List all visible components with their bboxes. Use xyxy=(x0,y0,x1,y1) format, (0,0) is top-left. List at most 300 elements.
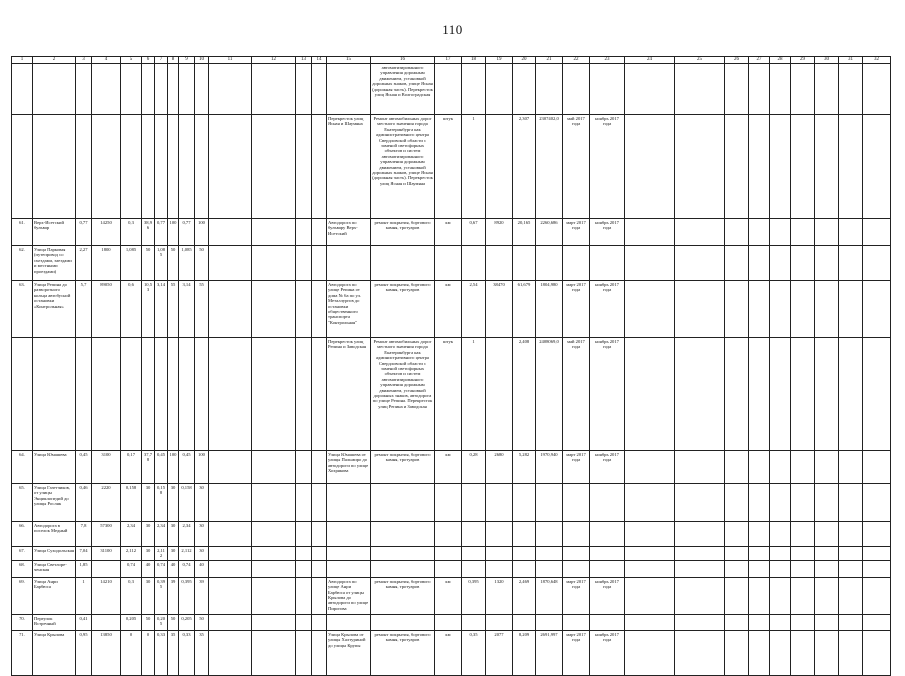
table-cell xyxy=(675,64,725,115)
table-cell xyxy=(815,338,839,451)
unit-cell xyxy=(435,547,462,561)
unit-cell: штук xyxy=(435,338,462,451)
table-cell: 13850 xyxy=(92,630,121,675)
table-cell xyxy=(76,115,92,219)
table-cell: 100 xyxy=(168,451,179,484)
table-cell xyxy=(725,614,749,630)
row-number-cell: 65. xyxy=(12,484,33,522)
table-cell xyxy=(749,64,770,115)
end-date-cell xyxy=(590,246,625,281)
table-cell xyxy=(486,522,513,547)
table-cell xyxy=(209,522,252,547)
table-cell xyxy=(625,451,675,484)
table-cell xyxy=(675,115,725,219)
table-cell xyxy=(625,630,675,675)
road-name-cell xyxy=(33,64,76,115)
table-cell xyxy=(770,547,791,561)
table-cell xyxy=(92,338,121,451)
table-cell: 30 xyxy=(195,547,209,561)
table-cell xyxy=(312,64,327,115)
table-cell xyxy=(725,451,749,484)
road-repair-register-table xyxy=(11,56,891,676)
table-cell: 40 xyxy=(195,560,209,577)
table-cell xyxy=(513,246,536,281)
table-cell xyxy=(863,484,891,522)
table-cell xyxy=(863,614,891,630)
table-cell xyxy=(312,281,327,338)
table-cell xyxy=(725,281,749,338)
column-number-cell: 28 xyxy=(770,57,791,64)
start-date-cell: март 2017 года xyxy=(563,451,590,484)
table-cell xyxy=(312,338,327,451)
start-date-cell xyxy=(563,64,590,115)
table-cell xyxy=(296,338,312,451)
table-cell: 30 xyxy=(168,484,179,522)
table-cell xyxy=(168,64,179,115)
column-number-cell: 13 xyxy=(296,57,312,64)
table-cell xyxy=(725,64,749,115)
table-cell xyxy=(513,64,536,115)
table-cell xyxy=(296,64,312,115)
table-cell xyxy=(92,64,121,115)
table-cell xyxy=(252,577,296,614)
row-number-cell: 66. xyxy=(12,522,33,547)
table-cell: 0,74 xyxy=(179,560,195,577)
table-cell xyxy=(155,64,168,115)
column-number-cell: 12 xyxy=(252,57,296,64)
table-row xyxy=(12,547,891,561)
table-cell xyxy=(791,614,815,630)
table-cell xyxy=(486,115,513,219)
table-cell: 30 xyxy=(168,547,179,561)
table-cell xyxy=(675,219,725,246)
table-cell xyxy=(749,484,770,522)
table-cell: 30 xyxy=(142,522,155,547)
table-cell xyxy=(770,246,791,281)
road-name-cell: Улица Юмашева xyxy=(33,451,76,484)
table-cell xyxy=(625,547,675,561)
table-cell xyxy=(486,64,513,115)
table-cell xyxy=(791,451,815,484)
table-cell: 1870,648 xyxy=(536,577,563,614)
table-cell: 1,85 xyxy=(76,560,92,577)
column-number-cell: 10 xyxy=(195,57,209,64)
unit-cell xyxy=(435,64,462,115)
table-cell xyxy=(179,64,195,115)
table-cell xyxy=(625,115,675,219)
table-cell xyxy=(296,451,312,484)
table-cell xyxy=(536,560,563,577)
row-number-cell: 68. xyxy=(12,560,33,577)
column-number-cell: 14 xyxy=(312,57,327,64)
table-cell: 0 xyxy=(142,630,155,675)
road-name-cell xyxy=(33,338,76,451)
table-cell xyxy=(791,246,815,281)
table-cell xyxy=(770,219,791,246)
unit-cell xyxy=(435,484,462,522)
table-cell xyxy=(92,560,121,577)
table-cell xyxy=(462,484,486,522)
section-name-cell: Автодорога по бульвару Верх-Исетский xyxy=(327,219,371,246)
table-cell: 20,165 xyxy=(513,219,536,246)
table-cell: 1,085 xyxy=(121,246,142,281)
table-cell: 35 xyxy=(168,630,179,675)
table-cell xyxy=(863,338,891,451)
table-row xyxy=(12,522,891,547)
table-cell xyxy=(749,219,770,246)
table-cell xyxy=(625,484,675,522)
row-number-cell: 62. xyxy=(12,246,33,281)
column-number-cell: 16 xyxy=(371,57,435,64)
table-cell xyxy=(625,246,675,281)
table-cell xyxy=(179,338,195,451)
unit-cell: км xyxy=(435,577,462,614)
table-cell xyxy=(725,484,749,522)
table-cell: 0,395 xyxy=(179,577,195,614)
table-cell xyxy=(168,338,179,451)
table-cell xyxy=(839,219,863,246)
unit-cell xyxy=(435,246,462,281)
table-cell xyxy=(749,630,770,675)
section-name-cell: Улица Юмашева от улицы Пальмиро до автодороги по улице Хохрякова xyxy=(327,451,371,484)
section-name-cell xyxy=(327,64,371,115)
table-cell xyxy=(815,281,839,338)
table-cell xyxy=(749,522,770,547)
end-date-cell xyxy=(590,64,625,115)
start-date-cell: март 2017 года xyxy=(563,281,590,338)
table-cell xyxy=(209,338,252,451)
table-cell: 0,77 xyxy=(76,219,92,246)
work-description-cell: ремонт покрытия, бортового камня, тротуаров xyxy=(371,577,435,614)
start-date-cell xyxy=(563,547,590,561)
column-number-cell: 23 xyxy=(590,57,625,64)
table-cell xyxy=(209,560,252,577)
start-date-cell xyxy=(563,560,590,577)
table-cell xyxy=(770,614,791,630)
table-cell xyxy=(296,281,312,338)
table-cell: 3100 xyxy=(92,451,121,484)
table-cell xyxy=(296,522,312,547)
table-cell: 7,04 xyxy=(76,547,92,561)
table-cell xyxy=(675,338,725,451)
table-cell: 50 xyxy=(168,614,179,630)
end-date-cell xyxy=(590,547,625,561)
table-row xyxy=(12,281,891,338)
table-cell xyxy=(749,547,770,561)
table-cell xyxy=(486,484,513,522)
end-date-cell xyxy=(590,522,625,547)
work-description-cell: ремонт покрытия, бортового камня, тротуаров xyxy=(371,451,435,484)
table-cell xyxy=(462,547,486,561)
unit-cell: км xyxy=(435,630,462,675)
table-cell: 2,34 xyxy=(121,522,142,547)
column-number-cell: 9 xyxy=(179,57,195,64)
table-cell xyxy=(791,522,815,547)
table-cell xyxy=(195,338,209,451)
table-cell xyxy=(296,115,312,219)
table-cell xyxy=(791,547,815,561)
table-cell xyxy=(92,614,121,630)
table-cell: 2,34 xyxy=(155,522,168,547)
table-row xyxy=(12,338,891,451)
table-cell xyxy=(252,614,296,630)
table-cell xyxy=(675,547,725,561)
table-cell xyxy=(791,484,815,522)
column-number-cell: 17 xyxy=(435,57,462,64)
table-cell xyxy=(815,64,839,115)
table-cell: 37,78 xyxy=(142,451,155,484)
table-cell: 0,77 xyxy=(155,219,168,246)
end-date-cell xyxy=(590,484,625,522)
table-cell: 2,27 xyxy=(76,246,92,281)
table-cell xyxy=(168,115,179,219)
row-number-cell: 67. xyxy=(12,547,33,561)
table-cell xyxy=(625,338,675,451)
table-cell: 0,95 xyxy=(76,630,92,675)
table-cell xyxy=(486,560,513,577)
table-cell xyxy=(863,219,891,246)
table-cell: 0,17 xyxy=(121,451,142,484)
table-cell: 14250 xyxy=(92,219,121,246)
table-cell xyxy=(791,64,815,115)
table-cell xyxy=(863,115,891,219)
table-cell: 0,158 xyxy=(121,484,142,522)
table-cell xyxy=(252,547,296,561)
table-cell xyxy=(839,522,863,547)
unit-cell: штук xyxy=(435,115,462,219)
table-cell xyxy=(536,522,563,547)
column-number-cell: 15 xyxy=(327,57,371,64)
table-cell: 7,8 xyxy=(76,522,92,547)
table-cell xyxy=(625,281,675,338)
table-cell xyxy=(839,338,863,451)
table-cell: 30 xyxy=(195,522,209,547)
table-cell xyxy=(155,338,168,451)
table-cell xyxy=(839,560,863,577)
table-cell xyxy=(252,560,296,577)
table-cell xyxy=(625,577,675,614)
work-description-cell xyxy=(371,560,435,577)
table-cell: 8920 xyxy=(486,219,513,246)
road-name-cell: Автодорога в поселок Медный xyxy=(33,522,76,547)
work-description-cell xyxy=(371,246,435,281)
table-cell: 0,205 xyxy=(179,614,195,630)
table-cell xyxy=(815,560,839,577)
table-cell xyxy=(252,484,296,522)
table-cell xyxy=(815,115,839,219)
table-cell xyxy=(815,246,839,281)
start-date-cell: май 2017 года xyxy=(563,115,590,219)
start-date-cell: март 2017 года xyxy=(563,219,590,246)
start-date-cell: март 2017 года xyxy=(563,577,590,614)
table-cell xyxy=(296,547,312,561)
table-cell xyxy=(625,522,675,547)
table-cell: 2220 xyxy=(92,484,121,522)
row-number-cell: 70. xyxy=(12,614,33,630)
table-cell: 3,14 xyxy=(155,281,168,338)
table-cell: 2077 xyxy=(486,630,513,675)
table-cell: 30 xyxy=(168,522,179,547)
column-number-cell: 4 xyxy=(92,57,121,64)
section-name-cell: Перекресток улиц Репина и Заводская xyxy=(327,338,371,451)
table-cell: 0,45 xyxy=(76,451,92,484)
table-cell xyxy=(296,630,312,675)
column-number-cell: 6 xyxy=(142,57,155,64)
column-number-cell: 20 xyxy=(513,57,536,64)
table-cell xyxy=(770,522,791,547)
table-cell xyxy=(725,547,749,561)
table-cell: 0,33 xyxy=(179,630,195,675)
table-cell xyxy=(863,64,891,115)
table-cell xyxy=(462,560,486,577)
table-cell xyxy=(296,219,312,246)
table-cell xyxy=(513,614,536,630)
table-cell xyxy=(839,451,863,484)
table-row xyxy=(12,577,891,614)
table-cell xyxy=(815,522,839,547)
table-cell: 30 xyxy=(195,484,209,522)
table-cell xyxy=(770,281,791,338)
start-date-cell: март 2017 года xyxy=(563,630,590,675)
column-number-cell: 27 xyxy=(749,57,770,64)
table-cell xyxy=(209,451,252,484)
work-description-cell xyxy=(371,614,435,630)
table-cell xyxy=(839,484,863,522)
table-cell xyxy=(121,64,142,115)
section-name-cell: Перекресток улиц Ясная и Шаумяна xyxy=(327,115,371,219)
column-number-cell: 32 xyxy=(863,57,891,64)
table-cell xyxy=(312,219,327,246)
table-cell: 30 xyxy=(142,577,155,614)
table-cell: 61,679 xyxy=(513,281,536,338)
work-description-cell: автоматизированного управления дорожным движением, установкой дорожных знаков, улице Ясная (дорожная часть). Перекресток улиц Ясная и Волгоградская xyxy=(371,64,435,115)
table-cell xyxy=(312,522,327,547)
table-cell xyxy=(725,630,749,675)
table-cell: 30 xyxy=(142,547,155,561)
table-cell xyxy=(749,560,770,577)
column-number-cell: 25 xyxy=(675,57,725,64)
work-description-cell xyxy=(371,547,435,561)
table-cell xyxy=(513,484,536,522)
table-cell: 0,3 xyxy=(121,577,142,614)
table-cell xyxy=(252,451,296,484)
table-cell: 0,158 xyxy=(179,484,195,522)
table-cell xyxy=(749,281,770,338)
table-cell: 0,158 xyxy=(155,484,168,522)
table-cell: 31100 xyxy=(92,547,121,561)
table-cell xyxy=(209,484,252,522)
table-cell xyxy=(863,281,891,338)
end-date-cell: ноябрь 2017 года xyxy=(590,338,625,451)
table-cell xyxy=(536,484,563,522)
table-cell xyxy=(815,577,839,614)
table-cell xyxy=(749,614,770,630)
table-cell: 1970,940 xyxy=(536,451,563,484)
table-cell xyxy=(770,338,791,451)
table-cell: 0,77 xyxy=(179,219,195,246)
table-cell xyxy=(839,577,863,614)
table-cell: 100 xyxy=(195,451,209,484)
table-cell xyxy=(863,522,891,547)
table-cell xyxy=(209,281,252,338)
table-cell xyxy=(839,547,863,561)
table-cell: 38,96 xyxy=(142,219,155,246)
table-row xyxy=(12,614,891,630)
table-cell xyxy=(209,614,252,630)
register-sheet xyxy=(11,56,889,648)
column-number-cell: 1 xyxy=(12,57,33,64)
row-number-cell: 63. xyxy=(12,281,33,338)
row-number-cell: 71. xyxy=(12,630,33,675)
table-cell: 55 xyxy=(168,281,179,338)
table-cell: 100 xyxy=(168,219,179,246)
section-name-cell xyxy=(327,614,371,630)
table-cell: 0,395 xyxy=(155,577,168,614)
table-row xyxy=(12,484,891,522)
unit-cell: км xyxy=(435,451,462,484)
unit-cell: км xyxy=(435,219,462,246)
road-name-cell: Улица Анри Барбюса xyxy=(33,577,76,614)
table-cell xyxy=(725,246,749,281)
table-cell xyxy=(815,630,839,675)
table-cell xyxy=(209,547,252,561)
table-cell: 0,28 xyxy=(462,451,486,484)
table-cell: 0,6 xyxy=(121,281,142,338)
table-cell xyxy=(536,246,563,281)
table-cell xyxy=(252,115,296,219)
table-cell xyxy=(625,219,675,246)
table-cell xyxy=(312,246,327,281)
table-cell xyxy=(462,64,486,115)
end-date-cell: ноябрь 2017 года xyxy=(590,219,625,246)
table-row xyxy=(12,451,891,484)
table-cell xyxy=(296,484,312,522)
table-cell xyxy=(513,560,536,577)
table-cell xyxy=(749,451,770,484)
table-cell: 2260,686 xyxy=(536,219,563,246)
row-number-cell: 69. xyxy=(12,577,33,614)
table-cell xyxy=(209,64,252,115)
table-cell xyxy=(791,630,815,675)
table-cell: 10,53 xyxy=(142,281,155,338)
work-description-cell: Ремонт автомобильных дорог местного значения города Екатеринбурга как административного центра Свердловской области с заменой светофорных объектов и систем автоматизированного управления дорожным движением, установкой дорожных знаков, улице Ясная (дорожная часть). Перекресток улиц Ясная и Шаумяна xyxy=(371,115,435,219)
table-cell xyxy=(675,522,725,547)
column-number-cell: 26 xyxy=(725,57,749,64)
table-cell xyxy=(863,451,891,484)
table-cell xyxy=(513,522,536,547)
table-cell xyxy=(770,64,791,115)
section-name-cell xyxy=(327,560,371,577)
section-name-cell: Автодорога по улице Анри Барбюса от улицы Крылова до автодороги по улице Пирогова xyxy=(327,577,371,614)
section-name-cell xyxy=(327,522,371,547)
table-cell xyxy=(815,484,839,522)
table-cell: 2680 xyxy=(486,451,513,484)
table-cell xyxy=(770,115,791,219)
row-number-cell xyxy=(12,338,33,451)
table-cell: 2,469 xyxy=(513,577,536,614)
table-cell: 0,205 xyxy=(121,614,142,630)
table-cell: 0,41 xyxy=(76,614,92,630)
column-number-cell: 5 xyxy=(121,57,142,64)
table-cell xyxy=(725,338,749,451)
table-cell: 35 xyxy=(195,630,209,675)
work-description-cell: ремонт покрытия, бортового камня, тротуаров xyxy=(371,281,435,338)
table-cell xyxy=(815,547,839,561)
road-name-cell: Улица Газетчиков, от улицы Энциклопедий до улицы Росляк xyxy=(33,484,76,522)
table-cell: 2,307 xyxy=(513,115,536,219)
table-cell xyxy=(863,246,891,281)
table-cell: 40 xyxy=(168,560,179,577)
